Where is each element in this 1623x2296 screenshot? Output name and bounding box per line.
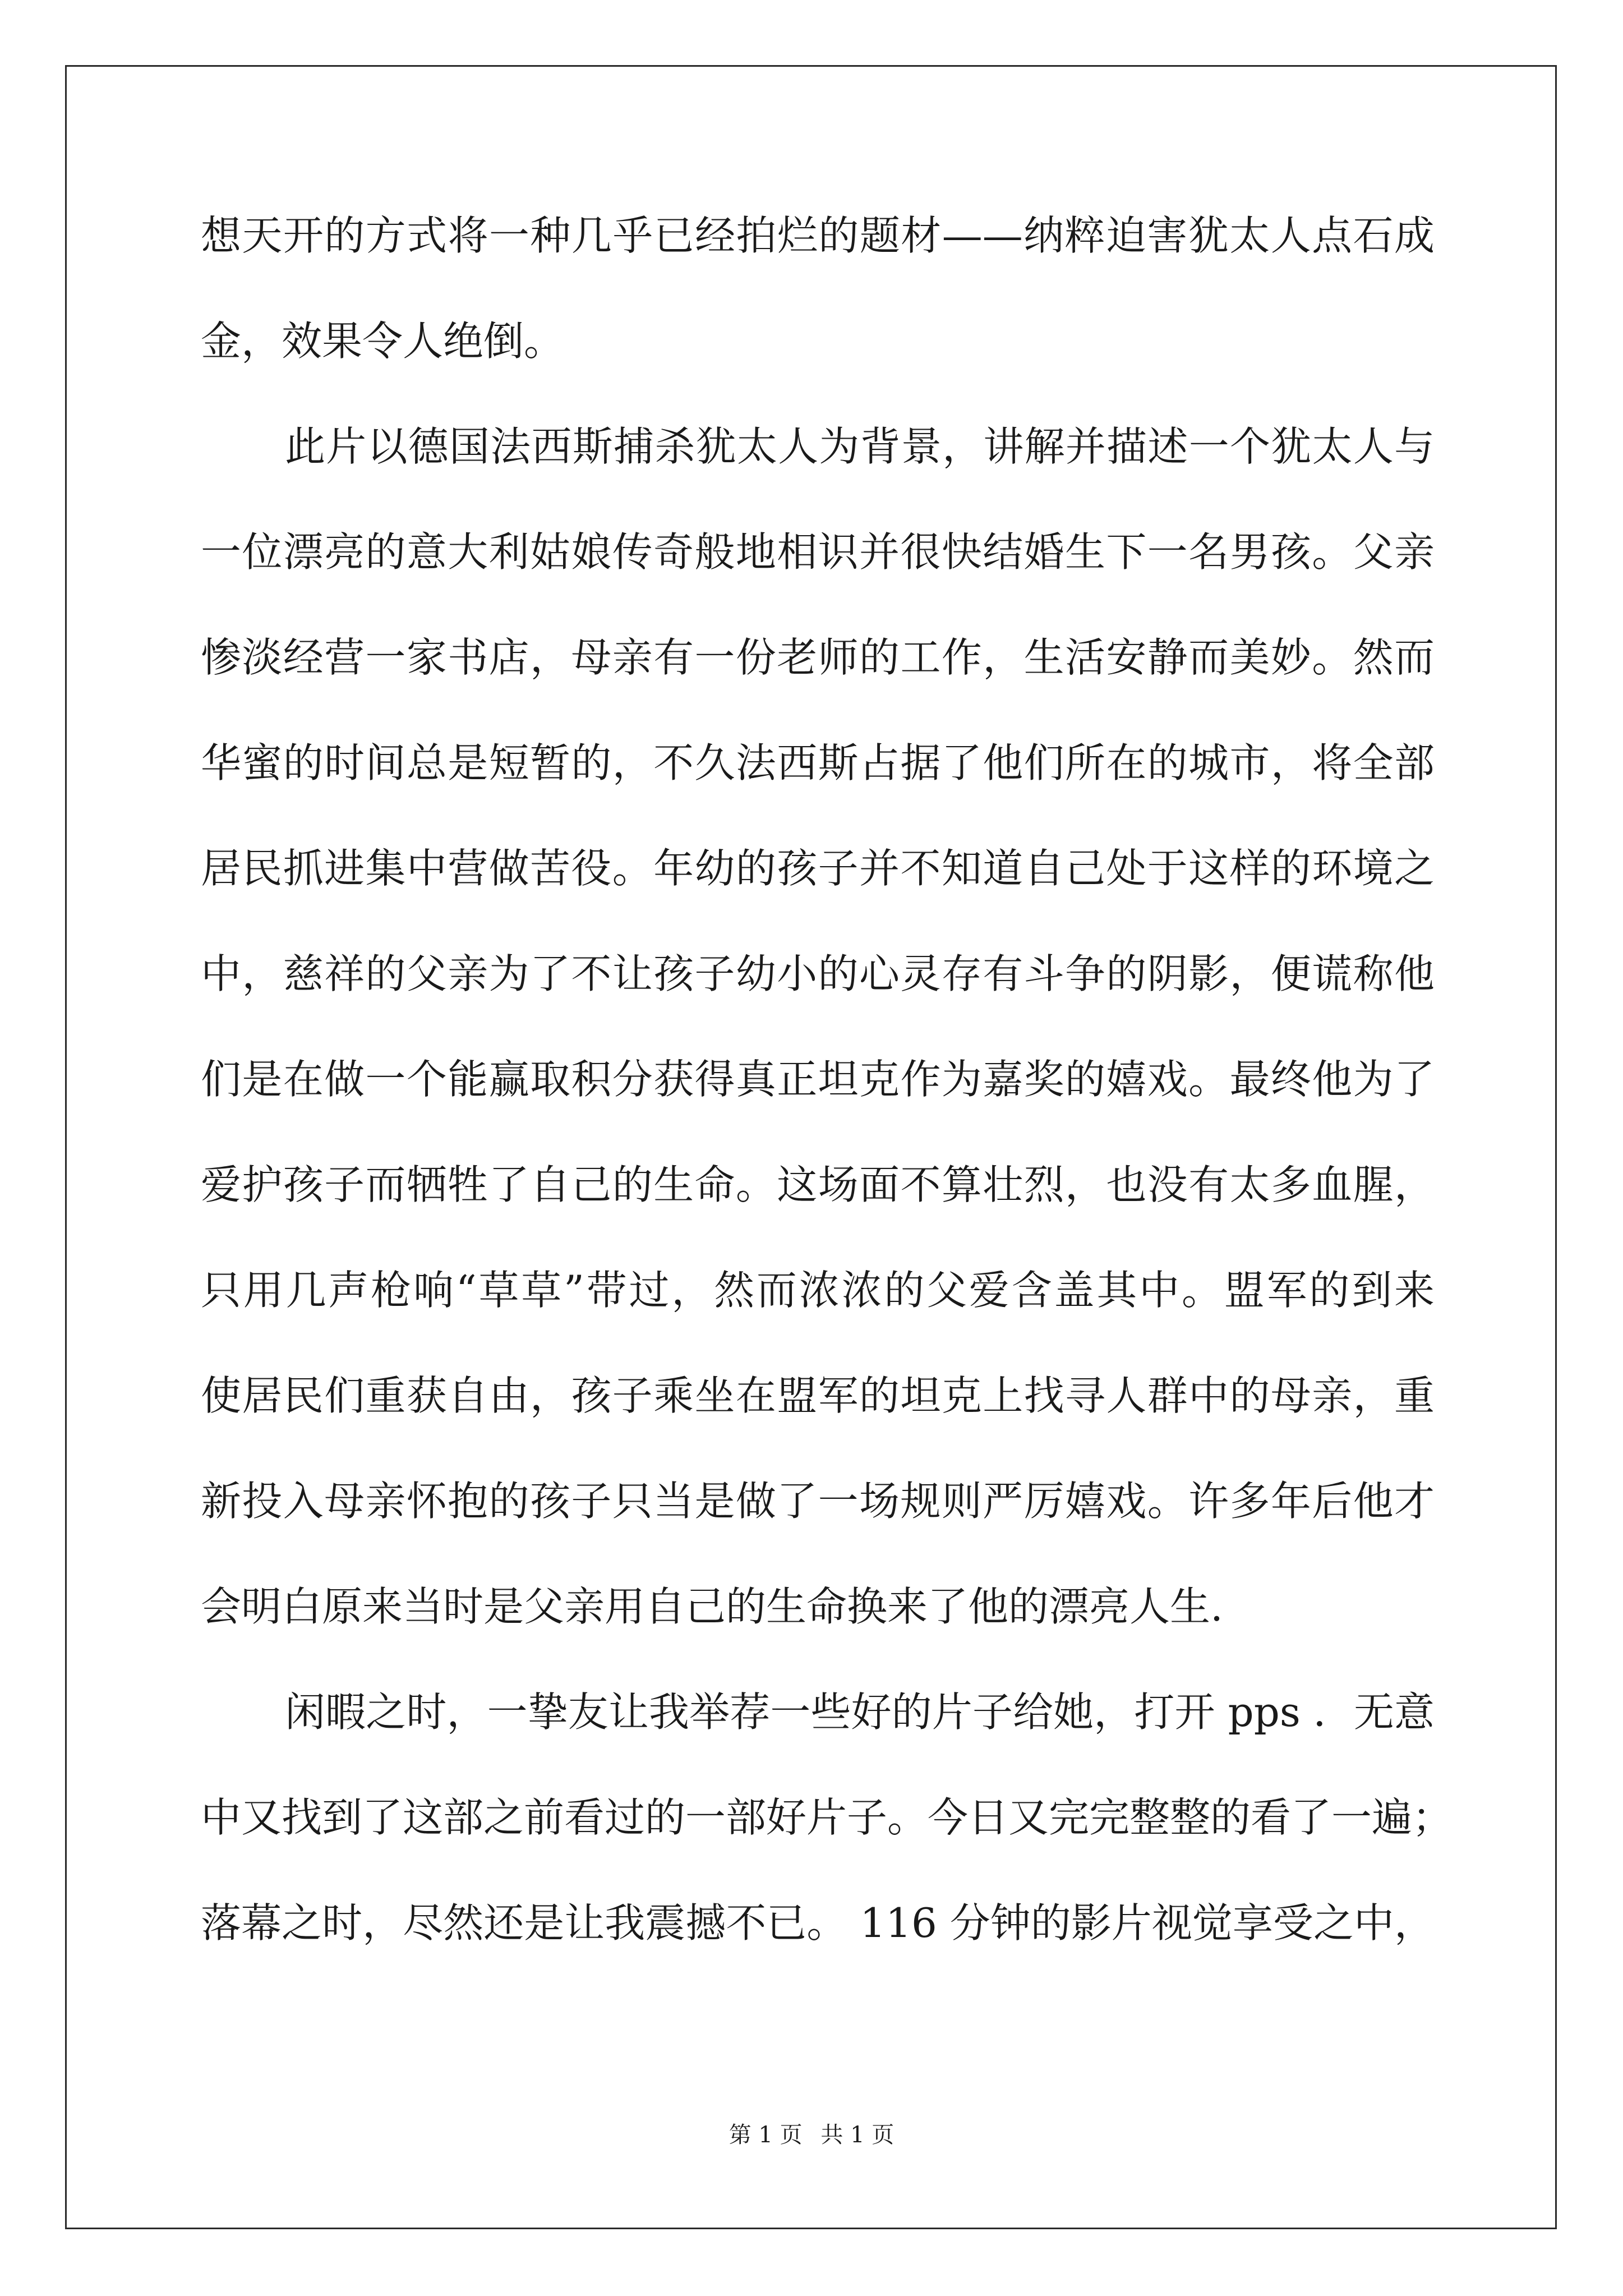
page-number: 第 1 页 [728, 2122, 803, 2148]
text-line: 新投入母亲怀抱的孩子只当是做了一场规则严厉嬉戏。许多年后他才 [201, 1478, 1435, 1525]
page-footer [0, 2119, 1623, 2151]
text-line: 爱护孩子而牺牲了自己的生命。这场面不算壮烈，也没有太多血腥， [201, 1161, 1435, 1208]
text-line: 中又找到了这部之前看过的一部好片子。今日又完完整整的看了一遍； [201, 1794, 1453, 1841]
page-total: 共 1 页 [820, 2122, 895, 2148]
text-line: 只用几声枪响“草草”带过，然而浓浓的父爱含盖其中。盟军的到来 [201, 1267, 1435, 1314]
text-line: 想天开的方式将一种几乎已经拍烂的题材——纳粹迫害犹太人点石成 [201, 212, 1435, 259]
text-line: 华蜜的时间总是短暂的，不久法西斯占据了他们所在的城市，将全部 [201, 739, 1435, 786]
text-line: 惨淡经营一家书店，母亲有一份老师的工作，生活安静而美妙。然而 [201, 634, 1435, 681]
text-line: 中，慈祥的父亲为了不让孩子幼小的心灵存有斗争的阴影，便谎称他 [201, 950, 1435, 997]
text-line: 金，效果令人绝倒。 [201, 318, 565, 365]
text-line: 会明白原来当时是父亲用自己的生命换来了他的漂亮人生. [201, 1583, 1223, 1630]
text-line: 们是在做一个能赢取积分获得真正坦克作为嘉奖的嬉戏。最终他为了 [201, 1056, 1435, 1103]
text-line: 闲暇之时，一挚友让我举荐一些好的片子给她，打开 pps ．无意 [285, 1688, 1435, 1736]
text-line: 一位漂亮的意大利姑娘传奇般地相识并很快结婚生下一名男孩。父亲 [201, 528, 1435, 576]
text-line: 居民抓进集中营做苦役。年幼的孩子并不知道自己处于这样的环境之 [201, 845, 1435, 892]
text-line: 使居民们重获自由，孩子乘坐在盟军的坦克上找寻人群中的母亲，重 [201, 1372, 1435, 1419]
text-line: 落幕之时，尽然还是让我震撼不已。 116 分钟的影片视觉享受之中， [201, 1899, 1435, 1947]
text-line: 此片以德国法西斯捕杀犹太人为背景，讲解并描述一个犹太人与 [285, 423, 1435, 470]
